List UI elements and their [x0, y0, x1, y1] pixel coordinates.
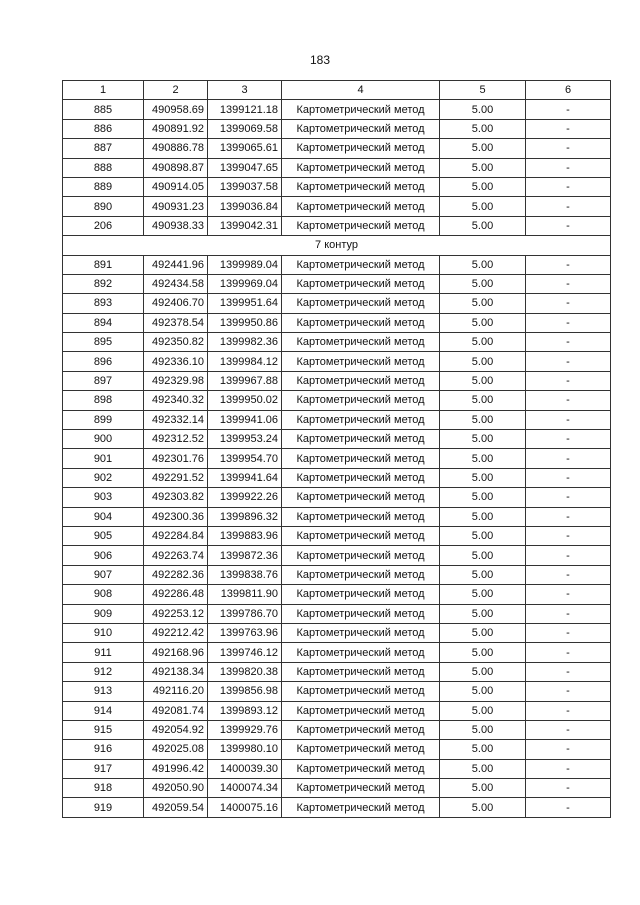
table-row — [63, 333, 611, 352]
accuracy-cell: 5.00 — [440, 798, 526, 817]
table-row — [63, 139, 611, 158]
y-coordinate-cell: 1399896.32 — [208, 507, 282, 526]
column-header: 5 — [440, 81, 526, 100]
note-cell: - — [526, 100, 611, 119]
accuracy-cell: 5.00 — [440, 158, 526, 177]
accuracy-cell: 5.00 — [440, 604, 526, 623]
x-coordinate-cell: 492081.74 — [144, 701, 208, 720]
note-cell: - — [526, 682, 611, 701]
point-number-cell: 895 — [63, 333, 144, 352]
table-row — [63, 759, 611, 778]
method-cell: Картометрический метод — [282, 352, 440, 371]
point-number-cell: 905 — [63, 526, 144, 545]
y-coordinate-cell: 1399069.58 — [208, 119, 282, 138]
column-header: 4 — [282, 81, 440, 100]
note-cell: - — [526, 333, 611, 352]
accuracy-cell: 5.00 — [440, 643, 526, 662]
table-row — [63, 623, 611, 642]
accuracy-cell: 5.00 — [440, 701, 526, 720]
point-number-cell: 913 — [63, 682, 144, 701]
accuracy-cell: 5.00 — [440, 430, 526, 449]
point-number-cell: 891 — [63, 255, 144, 274]
accuracy-cell: 5.00 — [440, 720, 526, 739]
method-cell: Картометрический метод — [282, 139, 440, 158]
point-number-cell: 914 — [63, 701, 144, 720]
method-cell: Картометрический метод — [282, 119, 440, 138]
accuracy-cell: 5.00 — [440, 294, 526, 313]
x-coordinate-cell: 492291.52 — [144, 468, 208, 487]
y-coordinate-cell: 1399047.65 — [208, 158, 282, 177]
table-row — [63, 100, 611, 119]
table-row — [63, 274, 611, 293]
accuracy-cell: 5.00 — [440, 468, 526, 487]
x-coordinate-cell: 492284.84 — [144, 526, 208, 545]
method-cell: Картометрический метод — [282, 177, 440, 196]
note-cell: - — [526, 604, 611, 623]
accuracy-cell: 5.00 — [440, 333, 526, 352]
accuracy-cell: 5.00 — [440, 623, 526, 642]
x-coordinate-cell: 490886.78 — [144, 139, 208, 158]
x-coordinate-cell: 492434.58 — [144, 274, 208, 293]
point-number-cell: 907 — [63, 565, 144, 584]
method-cell: Картометрический метод — [282, 197, 440, 216]
section-row — [63, 236, 611, 255]
y-coordinate-cell: 1400074.34 — [208, 779, 282, 798]
x-coordinate-cell: 492253.12 — [144, 604, 208, 623]
x-coordinate-cell: 492050.90 — [144, 779, 208, 798]
point-number-cell: 894 — [63, 313, 144, 332]
table-row — [63, 682, 611, 701]
x-coordinate-cell: 490891.92 — [144, 119, 208, 138]
point-number-cell: 893 — [63, 294, 144, 313]
y-coordinate-cell: 1399893.12 — [208, 701, 282, 720]
y-coordinate-cell: 1399954.70 — [208, 449, 282, 468]
x-coordinate-cell: 492168.96 — [144, 643, 208, 662]
column-header: 1 — [63, 81, 144, 100]
y-coordinate-cell: 1399989.04 — [208, 255, 282, 274]
x-coordinate-cell: 492441.96 — [144, 255, 208, 274]
note-cell: - — [526, 197, 611, 216]
y-coordinate-cell: 1399037.58 — [208, 177, 282, 196]
point-number-cell: 916 — [63, 740, 144, 759]
x-coordinate-cell: 490914.05 — [144, 177, 208, 196]
table-row — [63, 391, 611, 410]
note-cell: - — [526, 274, 611, 293]
accuracy-cell: 5.00 — [440, 662, 526, 681]
note-cell: - — [526, 158, 611, 177]
y-coordinate-cell: 1399982.36 — [208, 333, 282, 352]
y-coordinate-cell: 1399872.36 — [208, 546, 282, 565]
note-cell: - — [526, 410, 611, 429]
y-coordinate-cell: 1399786.70 — [208, 604, 282, 623]
accuracy-cell: 5.00 — [440, 585, 526, 604]
y-coordinate-cell: 1399838.76 — [208, 565, 282, 584]
y-coordinate-cell: 1399883.96 — [208, 526, 282, 545]
method-cell: Картометрический метод — [282, 216, 440, 235]
method-cell: Картометрический метод — [282, 430, 440, 449]
note-cell: - — [526, 313, 611, 332]
method-cell: Картометрический метод — [282, 449, 440, 468]
accuracy-cell: 5.00 — [440, 197, 526, 216]
x-coordinate-cell: 492212.42 — [144, 623, 208, 642]
table-row — [63, 779, 611, 798]
x-coordinate-cell: 492378.54 — [144, 313, 208, 332]
note-cell: - — [526, 623, 611, 642]
note-cell: - — [526, 371, 611, 390]
accuracy-cell: 5.00 — [440, 313, 526, 332]
table-row — [63, 740, 611, 759]
point-number-cell: 900 — [63, 430, 144, 449]
y-coordinate-cell: 1400075.16 — [208, 798, 282, 817]
y-coordinate-cell: 1399984.12 — [208, 352, 282, 371]
x-coordinate-cell: 492332.14 — [144, 410, 208, 429]
note-cell: - — [526, 216, 611, 235]
point-number-cell: 919 — [63, 798, 144, 817]
method-cell: Картометрический метод — [282, 643, 440, 662]
method-cell: Картометрический метод — [282, 274, 440, 293]
y-coordinate-cell: 1399980.10 — [208, 740, 282, 759]
note-cell: - — [526, 139, 611, 158]
accuracy-cell: 5.00 — [440, 255, 526, 274]
method-cell: Картометрический метод — [282, 333, 440, 352]
table-header-row — [63, 81, 611, 100]
note-cell: - — [526, 430, 611, 449]
method-cell: Картометрический метод — [282, 100, 440, 119]
x-coordinate-cell: 492138.34 — [144, 662, 208, 681]
y-coordinate-cell: 1399922.26 — [208, 488, 282, 507]
x-coordinate-cell: 492329.98 — [144, 371, 208, 390]
x-coordinate-cell: 492286.48 — [144, 585, 208, 604]
accuracy-cell: 5.00 — [440, 682, 526, 701]
x-coordinate-cell: 492054.92 — [144, 720, 208, 739]
y-coordinate-cell: 1399746.12 — [208, 643, 282, 662]
point-number-cell: 917 — [63, 759, 144, 778]
method-cell: Картометрический метод — [282, 391, 440, 410]
accuracy-cell: 5.00 — [440, 274, 526, 293]
point-number-cell: 886 — [63, 119, 144, 138]
y-coordinate-cell: 1399121.18 — [208, 100, 282, 119]
note-cell: - — [526, 701, 611, 720]
table-row — [63, 119, 611, 138]
point-number-cell: 904 — [63, 507, 144, 526]
accuracy-cell: 5.00 — [440, 488, 526, 507]
method-cell: Картометрический метод — [282, 371, 440, 390]
method-cell: Картометрический метод — [282, 701, 440, 720]
table-row — [63, 255, 611, 274]
table-row — [63, 158, 611, 177]
accuracy-cell: 5.00 — [440, 371, 526, 390]
accuracy-cell: 5.00 — [440, 410, 526, 429]
accuracy-cell: 5.00 — [440, 759, 526, 778]
method-cell: Картометрический метод — [282, 488, 440, 507]
x-coordinate-cell: 492336.10 — [144, 352, 208, 371]
point-number-cell: 889 — [63, 177, 144, 196]
table-row — [63, 604, 611, 623]
y-coordinate-cell: 1399763.96 — [208, 623, 282, 642]
point-number-cell: 915 — [63, 720, 144, 739]
table-row — [63, 430, 611, 449]
note-cell: - — [526, 779, 611, 798]
x-coordinate-cell: 492059.54 — [144, 798, 208, 817]
table-row — [63, 643, 611, 662]
method-cell: Картометрический метод — [282, 720, 440, 739]
accuracy-cell: 5.00 — [440, 740, 526, 759]
x-coordinate-cell: 490931.23 — [144, 197, 208, 216]
note-cell: - — [526, 546, 611, 565]
x-coordinate-cell: 492300.36 — [144, 507, 208, 526]
point-number-cell: 885 — [63, 100, 144, 119]
accuracy-cell: 5.00 — [440, 100, 526, 119]
point-number-cell: 909 — [63, 604, 144, 623]
method-cell: Картометрический метод — [282, 604, 440, 623]
method-cell: Картометрический метод — [282, 779, 440, 798]
point-number-cell: 888 — [63, 158, 144, 177]
y-coordinate-cell: 1399856.98 — [208, 682, 282, 701]
point-number-cell: 918 — [63, 779, 144, 798]
method-cell: Картометрический метод — [282, 565, 440, 584]
method-cell: Картометрический метод — [282, 759, 440, 778]
note-cell: - — [526, 662, 611, 681]
table-row — [63, 216, 611, 235]
y-coordinate-cell: 1399950.86 — [208, 313, 282, 332]
x-coordinate-cell: 492116.20 — [144, 682, 208, 701]
table-row — [63, 546, 611, 565]
note-cell: - — [526, 255, 611, 274]
table-row — [63, 410, 611, 429]
point-number-cell: 910 — [63, 623, 144, 642]
x-coordinate-cell: 491996.42 — [144, 759, 208, 778]
note-cell: - — [526, 352, 611, 371]
y-coordinate-cell: 1399950.02 — [208, 391, 282, 410]
x-coordinate-cell: 490938.33 — [144, 216, 208, 235]
accuracy-cell: 5.00 — [440, 352, 526, 371]
point-number-cell: 902 — [63, 468, 144, 487]
method-cell: Картометрический метод — [282, 546, 440, 565]
table-row — [63, 585, 611, 604]
y-coordinate-cell: 1399811.90 — [208, 585, 282, 604]
y-coordinate-cell: 1399969.04 — [208, 274, 282, 293]
x-coordinate-cell: 490898.87 — [144, 158, 208, 177]
point-number-cell: 899 — [63, 410, 144, 429]
section-label: 7 контур — [63, 236, 611, 255]
accuracy-cell: 5.00 — [440, 391, 526, 410]
accuracy-cell: 5.00 — [440, 565, 526, 584]
table-row — [63, 371, 611, 390]
page-number: 183 — [309, 53, 331, 67]
x-coordinate-cell: 490958.69 — [144, 100, 208, 119]
method-cell: Картометрический метод — [282, 798, 440, 817]
point-number-cell: 908 — [63, 585, 144, 604]
y-coordinate-cell: 1399953.24 — [208, 430, 282, 449]
method-cell: Картометрический метод — [282, 682, 440, 701]
note-cell: - — [526, 294, 611, 313]
column-header: 3 — [208, 81, 282, 100]
method-cell: Картометрический метод — [282, 526, 440, 545]
point-number-cell: 903 — [63, 488, 144, 507]
accuracy-cell: 5.00 — [440, 546, 526, 565]
accuracy-cell: 5.00 — [440, 526, 526, 545]
note-cell: - — [526, 488, 611, 507]
y-coordinate-cell: 1399820.38 — [208, 662, 282, 681]
table-row — [63, 662, 611, 681]
accuracy-cell: 5.00 — [440, 507, 526, 526]
table-row — [63, 449, 611, 468]
coordinates-table — [62, 80, 611, 818]
note-cell: - — [526, 391, 611, 410]
note-cell: - — [526, 585, 611, 604]
point-number-cell: 206 — [63, 216, 144, 235]
y-coordinate-cell: 1399951.64 — [208, 294, 282, 313]
note-cell: - — [526, 740, 611, 759]
method-cell: Картометрический метод — [282, 662, 440, 681]
point-number-cell: 887 — [63, 139, 144, 158]
table-row — [63, 720, 611, 739]
method-cell: Картометрический метод — [282, 468, 440, 487]
point-number-cell: 892 — [63, 274, 144, 293]
x-coordinate-cell: 492303.82 — [144, 488, 208, 507]
x-coordinate-cell: 492282.36 — [144, 565, 208, 584]
y-coordinate-cell: 1399065.61 — [208, 139, 282, 158]
note-cell: - — [526, 798, 611, 817]
table-row — [63, 565, 611, 584]
y-coordinate-cell: 1399941.64 — [208, 468, 282, 487]
note-cell: - — [526, 759, 611, 778]
table-row — [63, 526, 611, 545]
note-cell: - — [526, 177, 611, 196]
y-coordinate-cell: 1399967.88 — [208, 371, 282, 390]
point-number-cell: 912 — [63, 662, 144, 681]
method-cell: Картометрический метод — [282, 507, 440, 526]
accuracy-cell: 5.00 — [440, 119, 526, 138]
column-header: 2 — [144, 81, 208, 100]
y-coordinate-cell: 1399929.76 — [208, 720, 282, 739]
note-cell: - — [526, 565, 611, 584]
table-row — [63, 701, 611, 720]
table-row — [63, 294, 611, 313]
x-coordinate-cell: 492025.08 — [144, 740, 208, 759]
note-cell: - — [526, 449, 611, 468]
accuracy-cell: 5.00 — [440, 177, 526, 196]
x-coordinate-cell: 492263.74 — [144, 546, 208, 565]
note-cell: - — [526, 119, 611, 138]
table-row — [63, 352, 611, 371]
method-cell: Картометрический метод — [282, 740, 440, 759]
column-header: 6 — [526, 81, 611, 100]
method-cell: Картометрический метод — [282, 255, 440, 274]
point-number-cell: 901 — [63, 449, 144, 468]
method-cell: Картометрический метод — [282, 585, 440, 604]
x-coordinate-cell: 492406.70 — [144, 294, 208, 313]
x-coordinate-cell: 492340.32 — [144, 391, 208, 410]
y-coordinate-cell: 1399036.84 — [208, 197, 282, 216]
point-number-cell: 890 — [63, 197, 144, 216]
table-row — [63, 177, 611, 196]
note-cell: - — [526, 468, 611, 487]
note-cell: - — [526, 720, 611, 739]
table-row — [63, 468, 611, 487]
accuracy-cell: 5.00 — [440, 216, 526, 235]
table-row — [63, 507, 611, 526]
note-cell: - — [526, 526, 611, 545]
y-coordinate-cell: 1399042.31 — [208, 216, 282, 235]
method-cell: Картометрический метод — [282, 623, 440, 642]
table-row — [63, 197, 611, 216]
accuracy-cell: 5.00 — [440, 139, 526, 158]
x-coordinate-cell: 492301.76 — [144, 449, 208, 468]
note-cell: - — [526, 643, 611, 662]
method-cell: Картометрический метод — [282, 313, 440, 332]
point-number-cell: 898 — [63, 391, 144, 410]
point-number-cell: 896 — [63, 352, 144, 371]
table-row — [63, 313, 611, 332]
note-cell: - — [526, 507, 611, 526]
table-body — [63, 81, 611, 818]
accuracy-cell: 5.00 — [440, 779, 526, 798]
method-cell: Картометрический метод — [282, 158, 440, 177]
point-number-cell: 897 — [63, 371, 144, 390]
x-coordinate-cell: 492312.52 — [144, 430, 208, 449]
table-row — [63, 488, 611, 507]
y-coordinate-cell: 1400039.30 — [208, 759, 282, 778]
y-coordinate-cell: 1399941.06 — [208, 410, 282, 429]
method-cell: Картометрический метод — [282, 410, 440, 429]
point-number-cell: 911 — [63, 643, 144, 662]
x-coordinate-cell: 492350.82 — [144, 333, 208, 352]
point-number-cell: 906 — [63, 546, 144, 565]
method-cell: Картометрический метод — [282, 294, 440, 313]
accuracy-cell: 5.00 — [440, 449, 526, 468]
table-row — [63, 798, 611, 817]
